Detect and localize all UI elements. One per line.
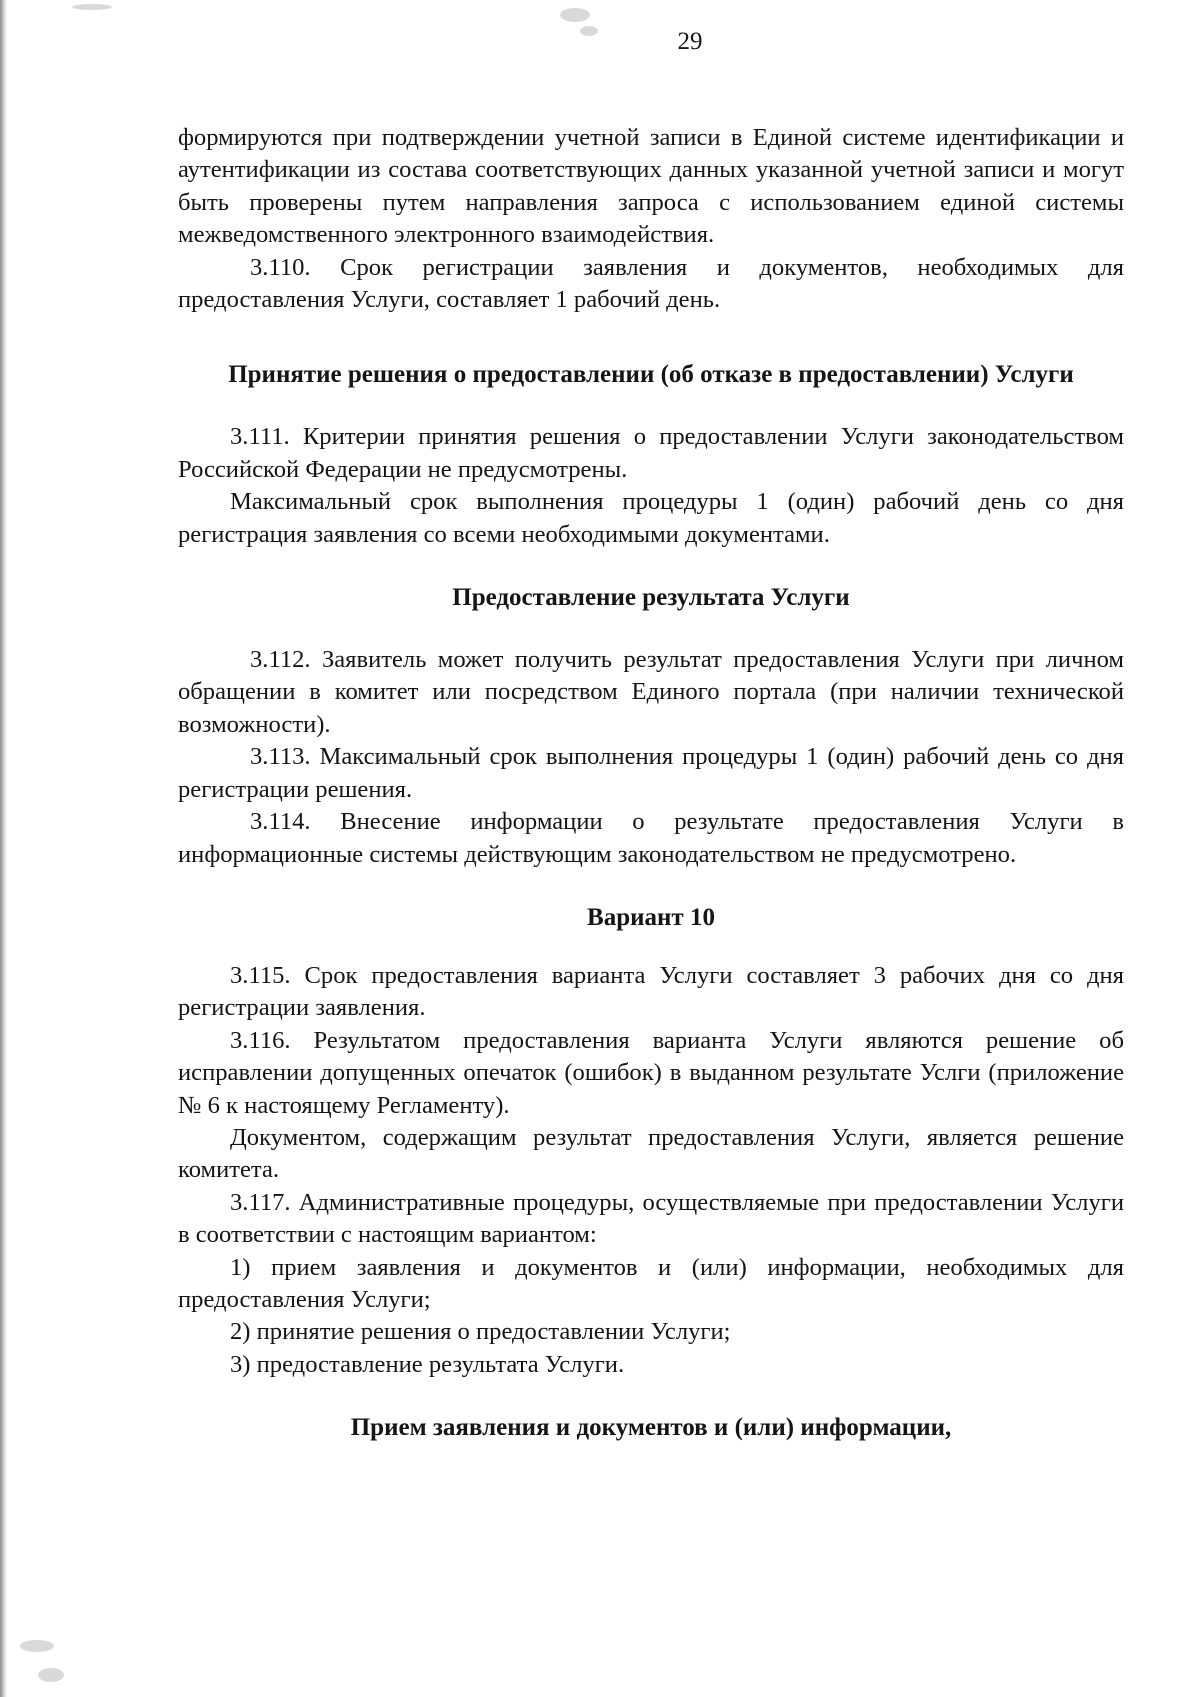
paragraph: 3.115. Срок предоставления варианта Услуги составляет 3 рабочих дня со дня регистрации заявления. (178, 961, 1124, 1022)
paragraph: 3.113. Максимальный срок выполнения процедуры 1 (один) рабочий день со дня регистрации решения. (178, 743, 1124, 803)
paragraph: 3.112. Заявитель может получить результат предоставления Услуги при личном обращении в комитет или посредством Единого портала (при наличии технической возможности). (178, 646, 1124, 738)
section-heading: Принятие решения о предоставлении (об отказе в предоставлении) Услуги (228, 361, 1074, 389)
document-body (178, 122, 1124, 1444)
section-heading: Прием заявления и документов и (или) информации, (350, 1414, 952, 1442)
scan-speck (72, 4, 112, 10)
list-item: 3) предоставление результата Услуги. (230, 1350, 625, 1378)
scan-edge (0, 0, 7, 1697)
list-item: 2) принятие решения о предоставлении Услуги; (230, 1318, 731, 1346)
paragraph: Максимальный срок выполнения процедуры 1 (один) рабочий день со дня регистрация заявления со всеми необходимыми документами. (178, 488, 1124, 548)
scan-speck (20, 1640, 54, 1652)
section-heading: Вариант 10 (587, 903, 715, 931)
paragraph: 3.110. Срок регистрации заявления и документов, необходимых для предоставления Услуги, составляет 1 рабочий день. (178, 253, 1124, 314)
scan-speck (38, 1668, 64, 1682)
paragraph: Документом, содержащим результат предоставления Услуги, является решение комитета. (178, 1123, 1124, 1184)
paragraph: формируются при подтверждении учетной записи в Единой системе идентификации и аутентификации из состава соответствующих данных указанной учетной записи и могут быть проверены путем направления запроса с использованием единой системы межведомственного электронного взаимодействия. (178, 124, 1124, 249)
paragraph: 3.114. Внесение информации о результате предоставления Услуги в информационные системы действующим законодательством не предусмотрено. (178, 808, 1124, 868)
section-heading: Предоставление результата Услуги (452, 584, 850, 612)
page-number: 29 (677, 28, 703, 55)
paragraph: 3.116. Результатом предоставления варианта Услуги являются решение об исправлении допущенных опечаток (ошибок) в выданном результате Услги (приложение № 6 к настоящему Регламенту). (178, 1026, 1124, 1119)
paragraph: 3.111. Критерии принятия решения о предоставлении Услуги законодательством Российской Федерации не предусмотрены. (178, 423, 1124, 483)
list-item: 1) прием заявления и документов и (или) информации, необходимых для предоставления Услуги; (178, 1253, 1124, 1313)
paragraph: 3.117. Административные процедуры, осуществляемые при предоставлении Услуги в соответствии с настоящим вариантом: (178, 1188, 1124, 1249)
scan-speck (560, 8, 590, 22)
